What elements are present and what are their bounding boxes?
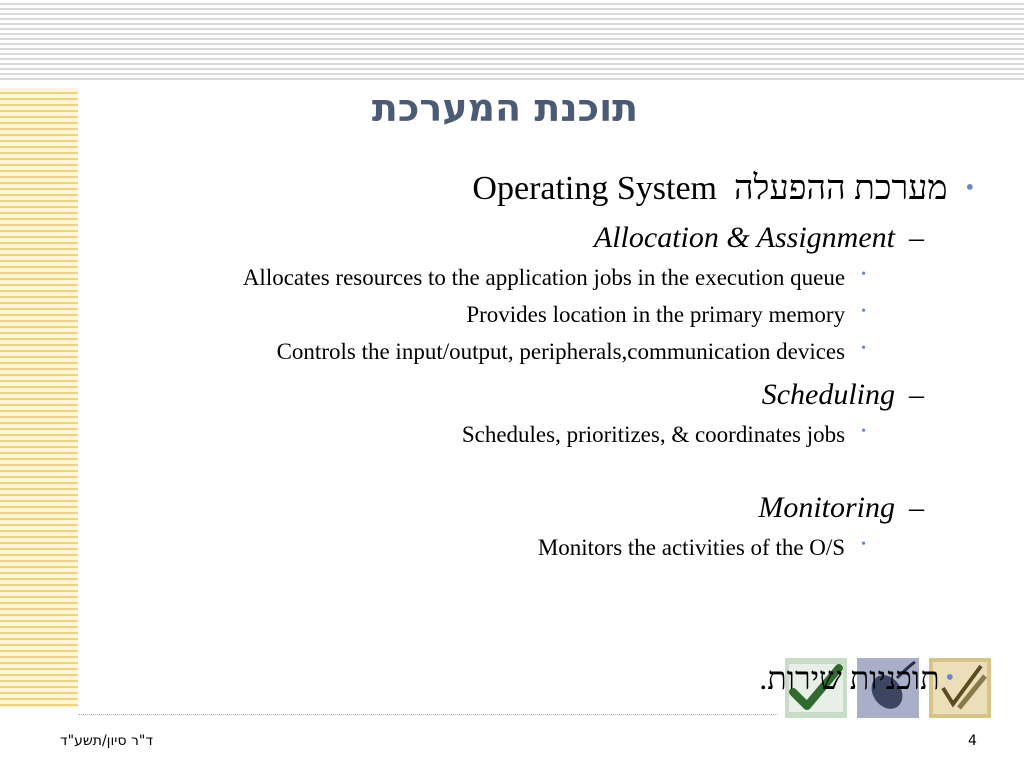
bullet-icon: •: [861, 424, 866, 439]
slide-title: תוכנת המערכת: [371, 86, 639, 130]
section-heading-allocation: [594, 221, 924, 255]
bullet-icon: •: [861, 267, 866, 282]
list-item-text: Provides location in the primary memory: [466, 302, 846, 327]
os-hebrew-label: מערכת ההפעלה: [734, 170, 948, 207]
section-heading-label: Monitoring: [758, 491, 895, 524]
list-item-text: Monitors the activities of the O/S: [537, 535, 846, 560]
section-heading-scheduling: [762, 378, 924, 412]
section-heading-label: Scheduling: [761, 378, 895, 411]
bullet-icon: •: [861, 341, 866, 356]
dash-icon: –: [909, 491, 924, 524]
top-stripe-decoration: [0, 0, 1024, 80]
os-english-label: Operating System: [472, 170, 717, 207]
dash-icon: –: [909, 378, 924, 411]
main-bullet-os: [472, 170, 974, 208]
service-programs-label: תוכניות שירות.: [759, 660, 940, 696]
bullet-icon: •: [965, 175, 974, 201]
bullet-icon: •: [861, 537, 866, 552]
footer-author: ד"ר סיון/תשע"ד: [60, 733, 153, 749]
page-number: 4: [968, 733, 977, 749]
list-item-text: Allocates resources to the application jobs in the execution queue: [242, 265, 846, 290]
footer-divider: [78, 714, 778, 715]
list-item: [538, 535, 866, 561]
list-item: [243, 265, 866, 291]
section-heading-monitoring: [758, 491, 924, 525]
bullet-icon: •: [945, 665, 954, 691]
list-item-text: Schedules, prioritizes, & coordinates jobs: [461, 422, 846, 447]
section-heading-label: Allocation & Assignment: [593, 221, 895, 254]
list-item: [466, 302, 866, 328]
bullet-icon: •: [861, 304, 866, 319]
list-item: [277, 339, 866, 365]
list-item: [462, 422, 866, 448]
bullet-service-programs: [759, 660, 954, 697]
left-stripe-decoration: [0, 88, 78, 708]
dash-icon: –: [909, 221, 924, 254]
list-item-text: Controls the input/output, peripherals,communication devices: [276, 339, 846, 364]
